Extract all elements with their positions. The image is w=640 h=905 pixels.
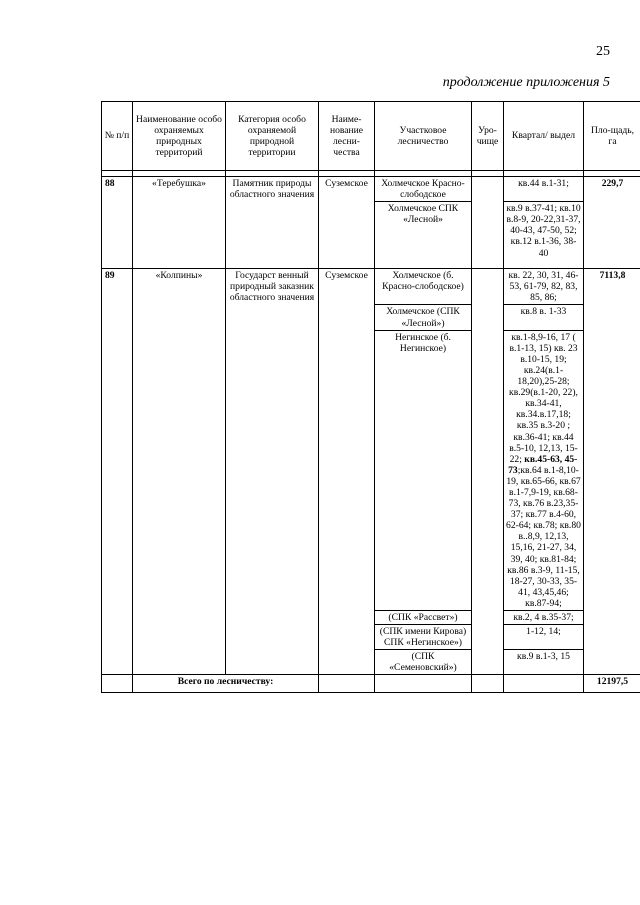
area-category: Государст венный природный заказник областного значения (226, 269, 319, 675)
district-cell: Холмечское Красно-слободское (375, 177, 472, 202)
header-district: Участковое лесничество (375, 102, 472, 171)
quarter-cell: кв.9 в.37-41; кв.10 в.8-9, 20-22,31-37, 40-43, 47-50, 52; кв.12 в.1-36, 38-40 (504, 202, 584, 269)
area-name: «Колпины» (133, 269, 226, 675)
quarter-cell: 1-12, 14; (504, 625, 584, 650)
protected-areas-table (101, 101, 640, 693)
area-category: Памятник природы областного значения (226, 177, 319, 269)
forestry-name: Суземское (319, 177, 375, 269)
quarter-cell: кв. 22, 30, 31, 46-53, 61-79, 82, 83, 85, 86; (504, 269, 584, 305)
district-cell: (СПК имени Кирова) СПК «Негинское») (375, 625, 472, 650)
quarter-cell: кв.2, 4 в.35-37; (504, 611, 584, 625)
district-cell: Холмечское (СПК «Лесной») (375, 305, 472, 330)
row-number: 89 (102, 269, 133, 675)
header-row (102, 102, 640, 171)
district-cell: Холмечское СПК «Лесной» (375, 202, 472, 269)
quarter-cell: кв.44 в.1-31; (504, 177, 584, 202)
quarter-text: ;кв.64 в.1-8,10-19, кв.65-66, кв.67 в.1-7,9-19, кв.68-73, кв.76 в.23,35-37; кв.77 в.4-60, 62-64; кв.78; кв.80 в..8,9, 12,13, 15,16, 21-27, 34, 39, 40; кв.81-84; кв.86 в.3-9, 11-15, 18-27, 30-33, 35-41, 43,45,46; кв.87-94; (506, 464, 581, 609)
table-row (102, 177, 640, 202)
quarter-cell: кв.8 в. 1-33 (504, 305, 584, 330)
forestry-name: Суземское (319, 269, 375, 675)
quarter-cell: кв.9 в.1-3, 15 (504, 650, 584, 675)
header-category: Категория особо охраняемой природной территории (226, 102, 319, 171)
total-area: 12197,5 (584, 675, 640, 693)
quarter-text: кв.1-8,9-16, 17 ( в.1-13, 15) кв. 23 в.10-15, 19; кв.24(в.1-18,20),25-28; кв.29(в.1-20, 22), кв.34-41, кв.34.в.17,18; кв.35 в.3-20 ; кв.36-41; кв.44 в.5-10, 12,13, 15-22; (509, 331, 578, 465)
tract-cell (472, 177, 504, 269)
district-cell: Негинское (б. Негинское) (375, 330, 472, 610)
header-area: Пло-щадь, га (584, 102, 640, 171)
quarter-cell (504, 330, 584, 610)
area-name: «Теребушка» (133, 177, 226, 269)
total-row (102, 675, 640, 693)
district-cell: (СПК «Семеновский») (375, 650, 472, 675)
area-value: 229,7 (584, 177, 640, 269)
row-number: 88 (102, 177, 133, 269)
header-tract: Уро-чище (472, 102, 504, 171)
header-quarter: Квартал/ выдел (504, 102, 584, 171)
header-name: Наименование особо охраняемых природных территорий (133, 102, 226, 171)
header-num: № п/п (102, 102, 133, 171)
page-number: 25 (596, 44, 610, 59)
header-forestry: Наиме-нование лесни-чества (319, 102, 375, 171)
total-label: Всего по лесничеству: (133, 675, 319, 693)
area-value: 7113,8 (584, 269, 640, 675)
tract-cell (472, 269, 504, 675)
quarter-text-bold: кв.45-63, 45-73 (508, 453, 578, 476)
appendix-subtitle: продолжение приложения 5 (442, 75, 610, 90)
table-row (102, 269, 640, 305)
district-cell: Холмечское (б. Красно-слободское) (375, 269, 472, 305)
district-cell: (СПК «Рассвет») (375, 611, 472, 625)
